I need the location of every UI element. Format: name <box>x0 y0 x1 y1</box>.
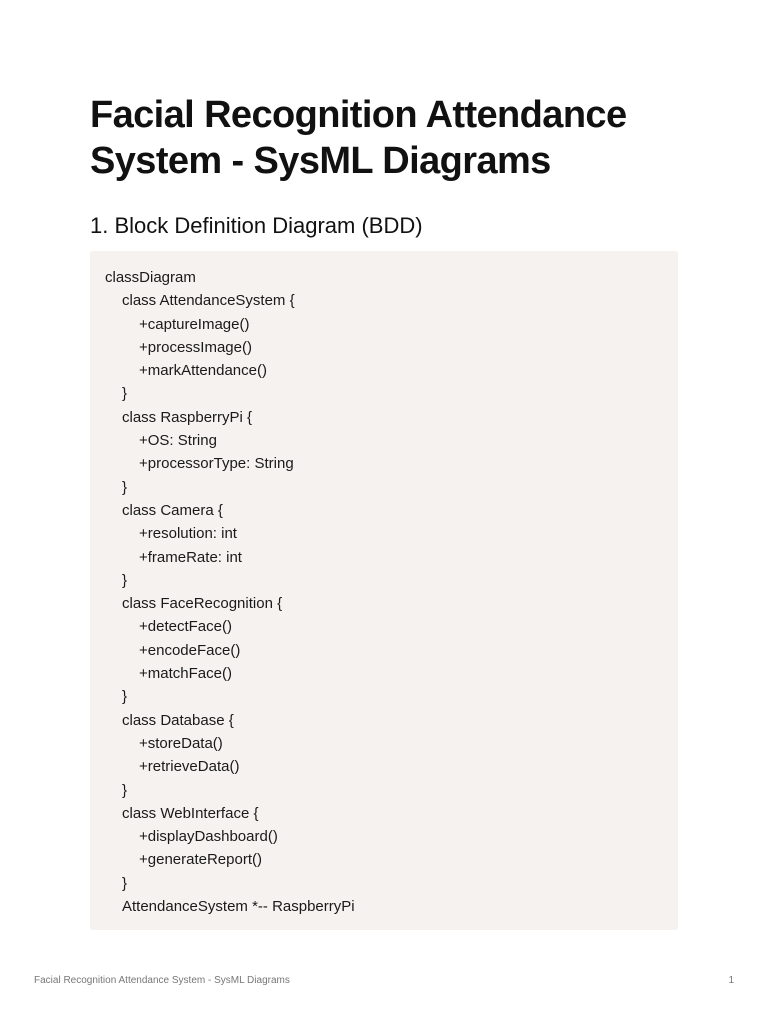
code-line: class Database { <box>122 711 234 729</box>
code-block <box>90 251 678 930</box>
code-line: class Camera { <box>122 501 223 519</box>
code-line: +matchFace() <box>139 665 232 683</box>
code-line: class FaceRecognition { <box>122 595 283 613</box>
code-line: +detectFace() <box>139 618 232 636</box>
footer-page-number: 1 <box>728 975 734 986</box>
code-line: } <box>122 478 128 496</box>
code-line: class AttendanceSystem { <box>122 292 295 310</box>
page-footer <box>34 975 734 986</box>
document-page <box>90 92 678 930</box>
code-line: } <box>122 385 128 403</box>
code-line: +processImage() <box>139 338 252 356</box>
code-line: +captureImage() <box>139 315 250 333</box>
code-line: +retrieveData() <box>139 758 240 776</box>
footer-title: Facial Recognition Attendance System - SysML Diagrams <box>34 975 290 986</box>
code-line: } <box>122 571 128 589</box>
code-line: +resolution: int <box>139 525 237 543</box>
code-line: class RaspberryPi { <box>122 408 253 426</box>
code-line: +processorType: String <box>139 455 294 473</box>
code-line: +displayDashboard() <box>139 828 278 846</box>
section-heading: 1. Block Definition Diagram (BDD) <box>90 213 423 238</box>
code-line: +frameRate: int <box>139 548 242 566</box>
code-line: } <box>122 688 128 706</box>
code-line: class WebInterface { <box>122 804 259 822</box>
code-line: } <box>122 874 128 892</box>
code-line: +storeData() <box>139 734 223 752</box>
code-line: classDiagram <box>105 269 196 286</box>
code-line: +markAttendance() <box>139 362 267 380</box>
code-line: +generateReport() <box>139 851 262 869</box>
code-line: +encodeFace() <box>139 641 241 659</box>
code-line: AttendanceSystem *-- RaspberryPi <box>122 898 355 916</box>
code-line: +OS: String <box>139 432 217 450</box>
code-line: } <box>122 781 128 799</box>
page-title: Facial Recognition Attendance System - SysML Diagrams <box>90 94 627 182</box>
